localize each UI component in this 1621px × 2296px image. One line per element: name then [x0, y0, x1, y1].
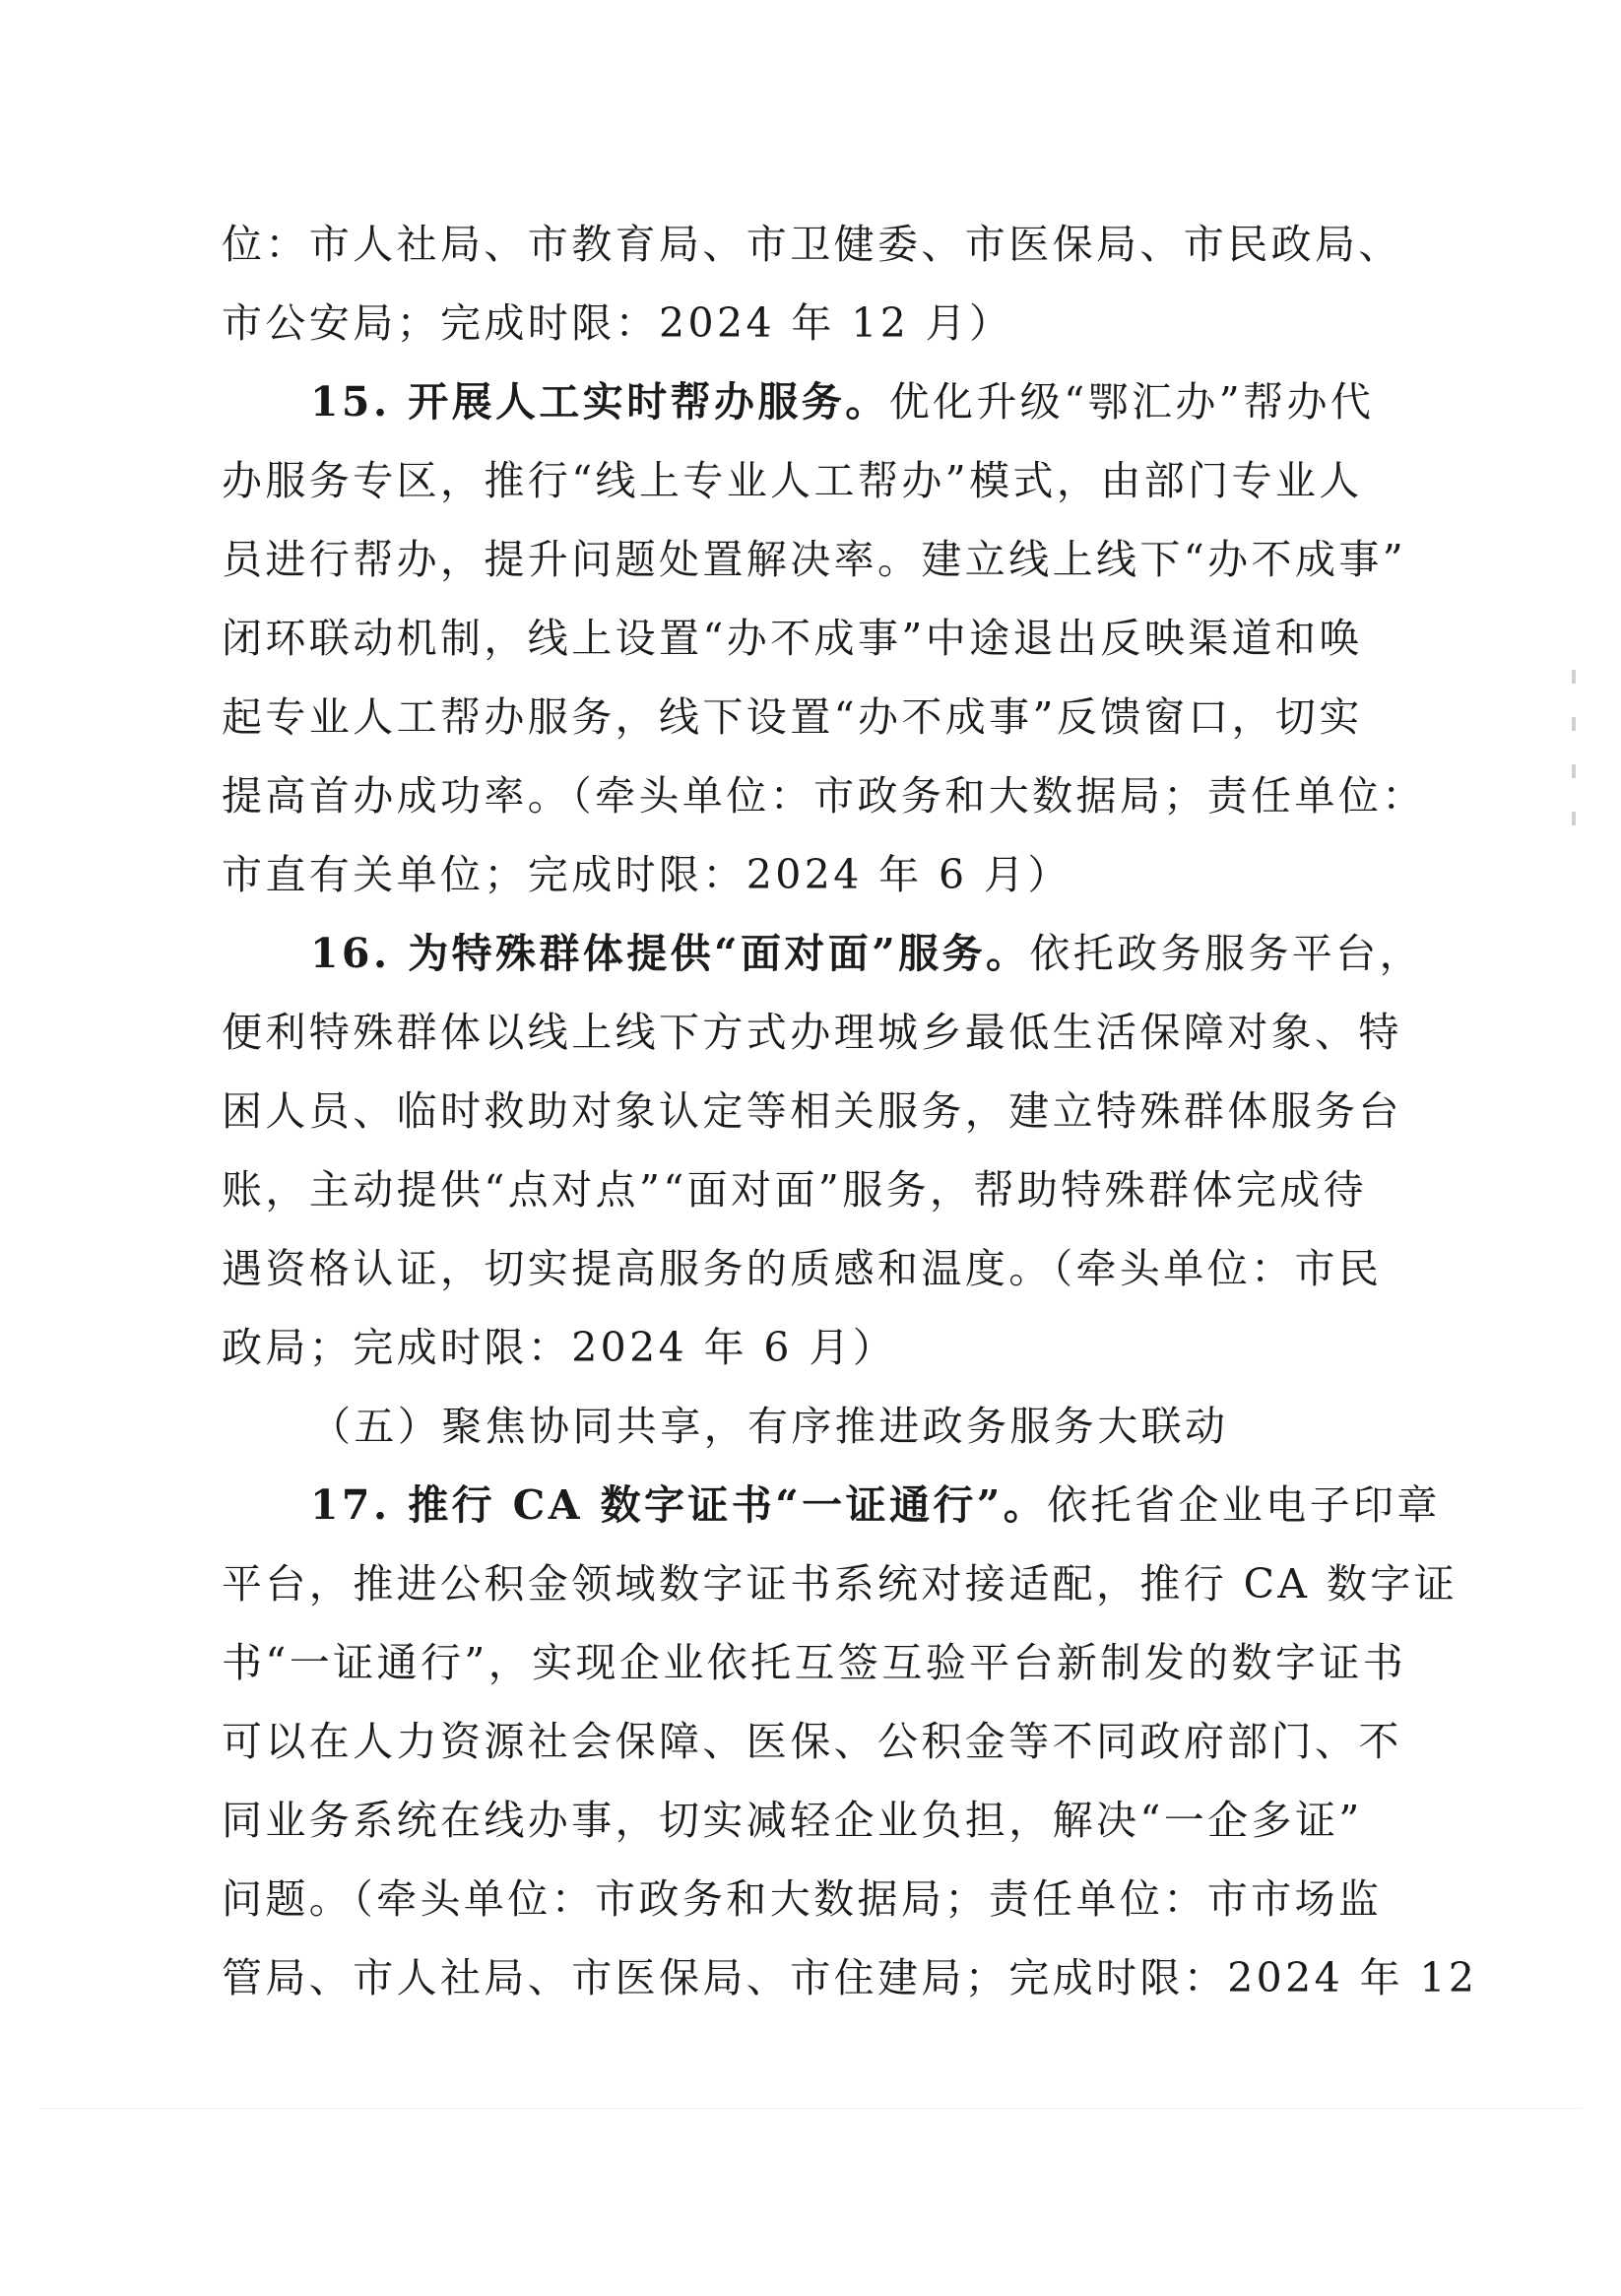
scan-mark	[1572, 670, 1576, 684]
scan-bottom-edge	[39, 2108, 1582, 2109]
body-line: 政局；完成时限：2024 年 6 月）	[222, 1324, 897, 1371]
body-line: 闭环联动机制，线上设置“办不成事”中途退出反映渠道和唤	[222, 615, 1363, 662]
body-line: 困人员、临时救助对象认定等相关服务，建立特殊群体服务台	[222, 1087, 1402, 1135]
item-16-heading-line: 16. 为特殊群体提供“面对面”服务。依托政务服务平台，	[310, 930, 1423, 977]
body-line: 同业务系统在线办事，切实减轻企业负担，解决“一企多证”	[222, 1797, 1363, 1844]
body-line: 提高首办成功率。（牵头单位：市政务和大数据局；责任单位：	[222, 772, 1426, 820]
body-line: 市直有关单位；完成时限：2024 年 6 月）	[222, 851, 1071, 898]
item-16-title: 16. 为特殊群体提供“面对面”服务。	[310, 930, 1030, 977]
body-line: 管局、市人社局、市医保局、市住建局；完成时限：2024 年 12	[222, 1954, 1478, 2001]
body-line: 书“一证通行”，实现企业依托互签互验平台新制发的数字证书	[222, 1639, 1407, 1686]
scan-edge-marks	[1572, 670, 1582, 859]
body-line: 问题。（牵头单位：市政务和大数据局；责任单位：市市场监	[222, 1875, 1383, 1923]
item-17-title: 17. 推行 CA 数字证书“一证通行”。	[310, 1481, 1048, 1529]
body-line: 遇资格认证，切实提高服务的质感和温度。（牵头单位：市民	[222, 1245, 1383, 1292]
section-5-heading: （五）聚焦协同共享，有序推进政务服务大联动	[310, 1403, 1229, 1450]
body-line: 位：市人社局、市教育局、市卫健委、市医保局、市民政局、	[222, 221, 1402, 268]
body-line: 起专业人工帮办服务，线下设置“办不成事”反馈窗口，切实	[222, 693, 1363, 741]
item-15-title: 15. 开展人工实时帮办服务。	[310, 378, 889, 426]
scan-mark	[1572, 717, 1576, 731]
body-line: 账，主动提供“点对点”“面对面”服务，帮助特殊群体完成待	[222, 1166, 1368, 1214]
body-line: 办服务专区，推行“线上专业人工帮办”模式，由部门专业人	[222, 457, 1363, 504]
body-line: 可以在人力资源社会保障、医保、公积金等不同政府部门、不	[222, 1718, 1402, 1765]
item-17-heading-line: 17. 推行 CA 数字证书“一证通行”。依托省企业电子印章	[310, 1481, 1441, 1529]
document-body	[222, 205, 1478, 2017]
item-15-heading-line: 15. 开展人工实时帮办服务。优化升级“鄂汇办”帮办代	[310, 378, 1375, 426]
body-line: 市公安局；完成时限：2024 年 12 月）	[222, 299, 1013, 347]
scan-mark	[1572, 764, 1576, 778]
body-line: 员进行帮办，提升问题处置解决率。建立线上线下“办不成事”	[222, 536, 1407, 583]
body-line: 平台，推进公积金领域数字证书系统对接适配，推行 CA 数字证	[222, 1560, 1459, 1607]
scan-mark	[1572, 812, 1576, 825]
body-line: 便利特殊群体以线上线下方式办理城乡最低生活保障对象、特	[222, 1009, 1402, 1056]
